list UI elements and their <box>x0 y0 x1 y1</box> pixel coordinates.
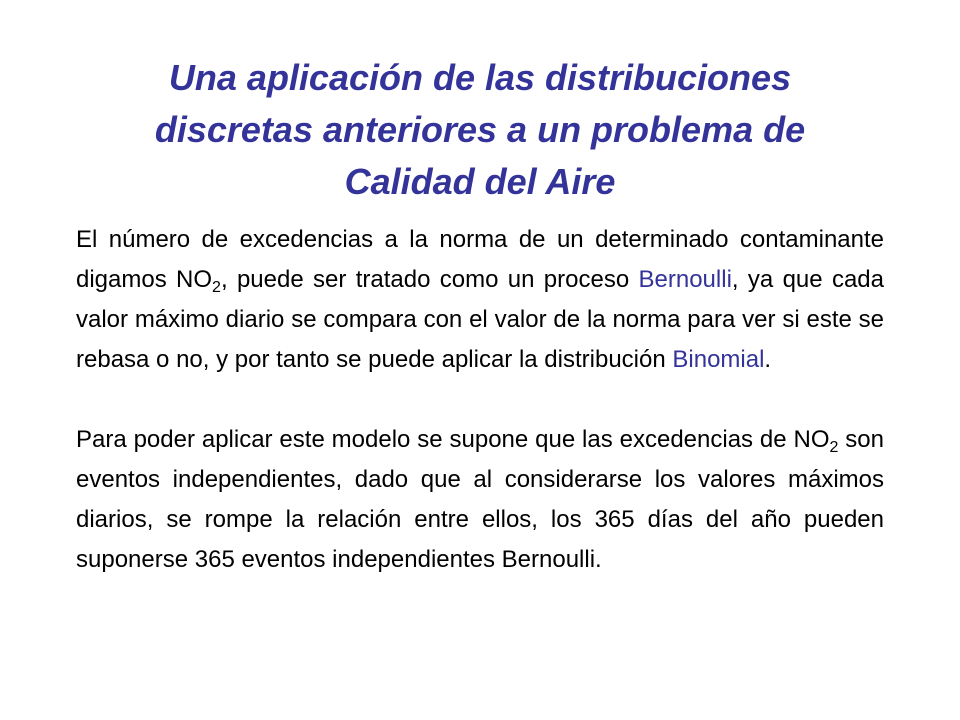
p1-text-1: El número de excedencias a la norma de un determinado contaminante digamos NO <box>76 226 884 293</box>
paragraph-independence-assumption <box>76 420 884 580</box>
paragraph-bernoulli-process <box>76 220 884 380</box>
p1-text-4: . <box>764 346 772 373</box>
slide-body <box>76 220 884 580</box>
term-bernoulli: Bernoulli <box>638 266 732 293</box>
title-line-3: Calidad del Aire <box>344 161 616 202</box>
p1-text-3: , ya que cada valor máximo diario se compara con el valor de la norma para ver si este se rebasa o no, y por tanto se puede aplicar la distribución <box>76 266 885 373</box>
p2-text-2: son eventos independientes, dado que al considerarse los valores máximos diarios, se rompe la relación entre ellos, los 365 días del año pueden suponerse 365 eventos independientes Bernoulli. <box>76 426 885 573</box>
p1-text-2: , puede ser tratado como un proceso <box>220 266 639 293</box>
title-line-1: Una aplicación de las distribuciones <box>168 57 792 98</box>
p1-subscript: 2 <box>212 279 221 296</box>
slide-title <box>60 52 900 208</box>
term-binomial: Binomial <box>672 346 765 373</box>
p2-subscript: 2 <box>829 439 839 456</box>
p2-text-1: Para poder aplicar este modelo se supone que las excedencias de NO <box>76 426 830 453</box>
title-line-2: discretas anteriores a un problema de <box>154 109 806 150</box>
